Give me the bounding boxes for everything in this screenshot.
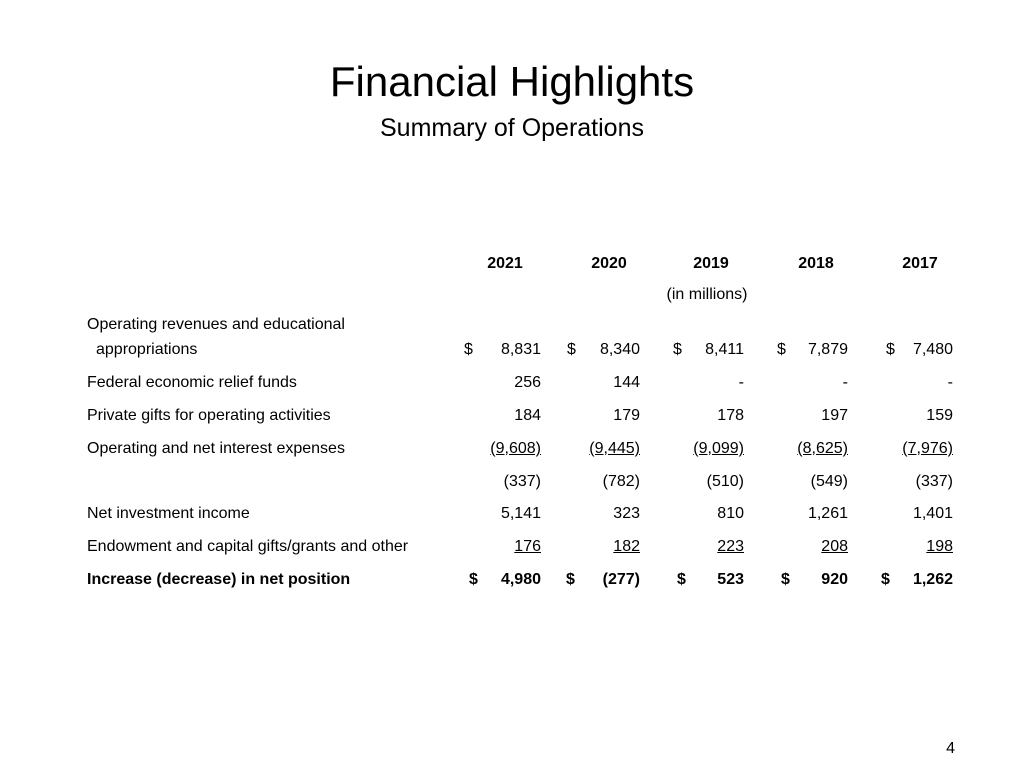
cell-2018: 197 xyxy=(821,407,848,424)
column-header-2017: 2017 xyxy=(902,255,938,272)
cell-2021: 8,831 xyxy=(500,341,541,358)
cell-2017: (337) xyxy=(915,473,953,490)
cell-2018: 7,879 xyxy=(807,341,848,358)
cell-2017: 198 xyxy=(926,538,953,555)
currency-symbol: $ xyxy=(673,341,682,358)
cell-2019: 178 xyxy=(717,407,744,424)
row-label: Operating revenues and educational xyxy=(87,316,345,333)
cell-2017: - xyxy=(947,374,953,391)
slide-title: Financial Highlights xyxy=(329,58,695,105)
currency-symbol: $ xyxy=(886,341,895,358)
cell-2020: (782) xyxy=(602,473,640,490)
unit-note: (in millions) xyxy=(666,286,748,303)
cell-2021: 4,980 xyxy=(500,571,541,588)
cell-2018: (8,625) xyxy=(797,440,848,457)
cell-2019: (9,099) xyxy=(693,440,744,457)
total-cell-2017 xyxy=(881,570,953,590)
currency-symbol: $ xyxy=(464,341,473,358)
row-label: Net investment income xyxy=(87,505,250,522)
column-header-2019: 2019 xyxy=(693,255,729,272)
page-number: 4 xyxy=(946,740,955,757)
cell-2020: (277) xyxy=(602,571,640,588)
cell-2021: 5,141 xyxy=(500,505,541,522)
cell-2017: 7,480 xyxy=(912,341,953,358)
cell-2017: 1,401 xyxy=(912,505,953,522)
row-label-continued: appropriations xyxy=(96,341,198,358)
cell-2018: (549) xyxy=(810,473,848,490)
cell-2020: 144 xyxy=(613,374,640,391)
cell-2021: 256 xyxy=(514,374,541,391)
cell-2019: 523 xyxy=(717,571,744,588)
cell-2020: 182 xyxy=(613,538,640,555)
cell-2021: 184 xyxy=(514,407,541,424)
cell-2017: 1,262 xyxy=(912,571,953,588)
cell-2020: 323 xyxy=(613,505,640,522)
row-label: Operating and net interest expenses xyxy=(87,440,345,457)
cell-2018: 920 xyxy=(821,571,848,588)
slide-subtitle: Summary of Operations xyxy=(380,114,644,142)
column-header-2020: 2020 xyxy=(591,255,627,272)
currency-symbol: $ xyxy=(567,341,576,358)
column-header-2018: 2018 xyxy=(798,255,834,272)
currency-symbol: $ xyxy=(469,571,478,588)
cell-2021: (9,608) xyxy=(490,440,541,457)
cell-2017: (7,976) xyxy=(902,440,953,457)
cell-2019: 810 xyxy=(717,505,744,522)
column-header-2021: 2021 xyxy=(487,255,523,272)
row-label: Federal economic relief funds xyxy=(87,374,297,391)
cell-2018: 208 xyxy=(821,538,848,555)
currency-symbol: $ xyxy=(781,571,790,588)
cell-2018: - xyxy=(842,374,848,391)
currency-symbol: $ xyxy=(566,571,575,588)
cell-2020: 8,340 xyxy=(599,341,640,358)
row-label: Endowment and capital gifts/grants and other xyxy=(87,538,409,555)
cell-2019: (510) xyxy=(706,473,744,490)
currency-symbol: $ xyxy=(677,571,686,588)
currency-symbol: $ xyxy=(881,571,890,588)
cell-2019: - xyxy=(738,374,744,391)
cell-2018: 1,261 xyxy=(807,505,848,522)
row-label: Increase (decrease) in net position xyxy=(87,571,351,588)
total-cell-2018 xyxy=(781,570,848,590)
total-cell-2021 xyxy=(469,570,541,590)
cell-2017: 159 xyxy=(926,407,953,424)
currency-symbol: $ xyxy=(777,341,786,358)
row-label: Private gifts for operating activities xyxy=(87,407,331,424)
total-cell-2020 xyxy=(566,570,640,590)
total-cell-2019 xyxy=(677,570,744,590)
cell-2021: (337) xyxy=(503,473,541,490)
cell-2020: 179 xyxy=(613,407,640,424)
cell-2020: (9,445) xyxy=(589,440,640,457)
cell-2019: 223 xyxy=(717,538,744,555)
cell-2019: 8,411 xyxy=(705,341,744,358)
cell-2021: 176 xyxy=(514,538,541,555)
